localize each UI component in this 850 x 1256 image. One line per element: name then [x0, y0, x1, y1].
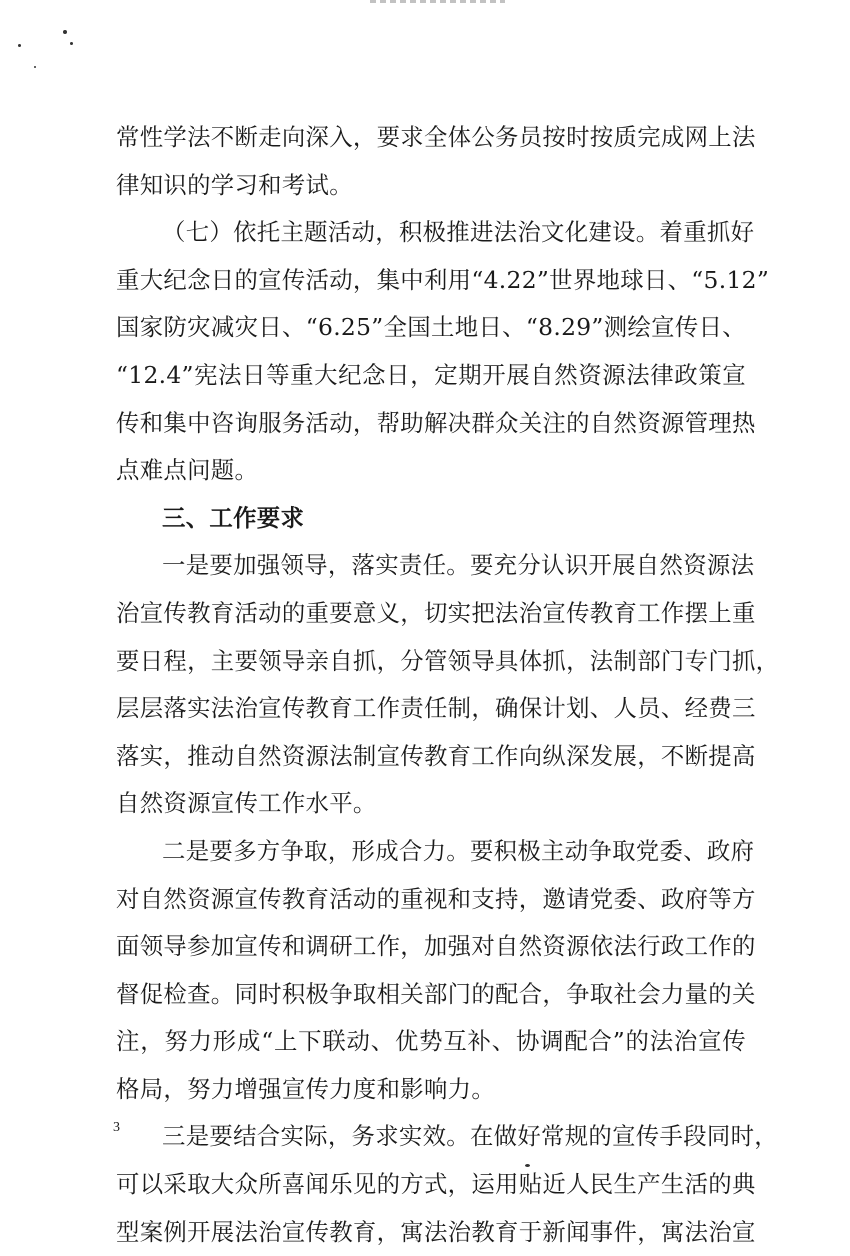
page-number: 3	[113, 1120, 120, 1135]
paragraph-line: “12.4”宪法日等重大纪念日，定期开展自然资源法律政策宣	[116, 360, 746, 389]
paragraph-line: 一是要加强领导，落实责任。要充分认识开展自然资源法	[162, 551, 755, 580]
scan-speck	[18, 44, 21, 47]
paragraph-line: 常性学法不断走向深入，要求全体公务员按时按质完成网上法	[116, 123, 756, 151]
section-heading: 三、工作要求	[162, 503, 305, 532]
paragraph-line: 国家防灾减灾日、“6.25”全国土地日、“8.29”测绘宣传日、	[116, 313, 746, 342]
paragraph-line: 治宣传教育活动的重要意义，切实把法治宣传教育工作摆上重	[116, 598, 756, 627]
paragraph-line: 三是要结合实际，务求实效。在做好常规的宣传手段同时，	[162, 1122, 778, 1151]
paragraph-line: 注，努力形成“上下联动、优势互补、协调配合”的法治宣传	[116, 1027, 746, 1056]
paragraph-line: 对自然资源宣传教育活动的重视和支持，邀请党委、政府等方	[116, 884, 756, 913]
paragraph-line: 督促检查。同时积极争取相关部门的配合，争取社会力量的关	[116, 979, 756, 1008]
paragraph-line: 层层落实法治宣传教育工作责任制，确保计划、人员、经费三	[116, 694, 756, 723]
paragraph-line: 自然资源宣传工作水平。	[116, 789, 377, 818]
scan-speck	[63, 30, 67, 34]
paragraph-line: （七）依托主题活动，积极推进法治文化建设。着重抓好	[162, 218, 755, 247]
scan-speck	[70, 42, 73, 45]
paragraph-line: 重大纪念日的宣传活动，集中利用“4.22”世界地球日、“5.12”	[116, 265, 770, 294]
paragraph-line: 可以采取大众所喜闻乐见的方式，运用贴近人民生产生活的典	[116, 1170, 756, 1199]
paragraph-line: 型案例开展法治宣传教育，寓法治教育于新闻事件，寓法治宣	[116, 1217, 756, 1246]
paragraph-line: 面领导参加宣传和调研工作，加强对自然资源依法行政工作的	[116, 932, 756, 961]
scan-artifact-strip	[370, 0, 505, 3]
document-body	[116, 114, 780, 1256]
paragraph-line: 落实，推动自然资源法制宣传教育工作向纵深发展，不断提高	[116, 741, 756, 770]
paragraph-line: 格局，努力增强宣传力度和影响力。	[116, 1074, 496, 1103]
paragraph-line: 传和集中咨询服务活动，帮助解决群众关注的自然资源管理热	[116, 408, 756, 437]
paragraph-line: 律知识的学习和考试。	[116, 170, 353, 199]
paragraph-line: 二是要多方争取，形成合力。要积极主动争取党委、政府	[162, 836, 755, 865]
paragraph-line: 点难点问题。	[116, 456, 259, 485]
scan-speck	[34, 66, 36, 68]
paragraph-line: 要日程，主要领导亲自抓，分管领导具体抓，法制部门专门抓，	[116, 646, 780, 675]
